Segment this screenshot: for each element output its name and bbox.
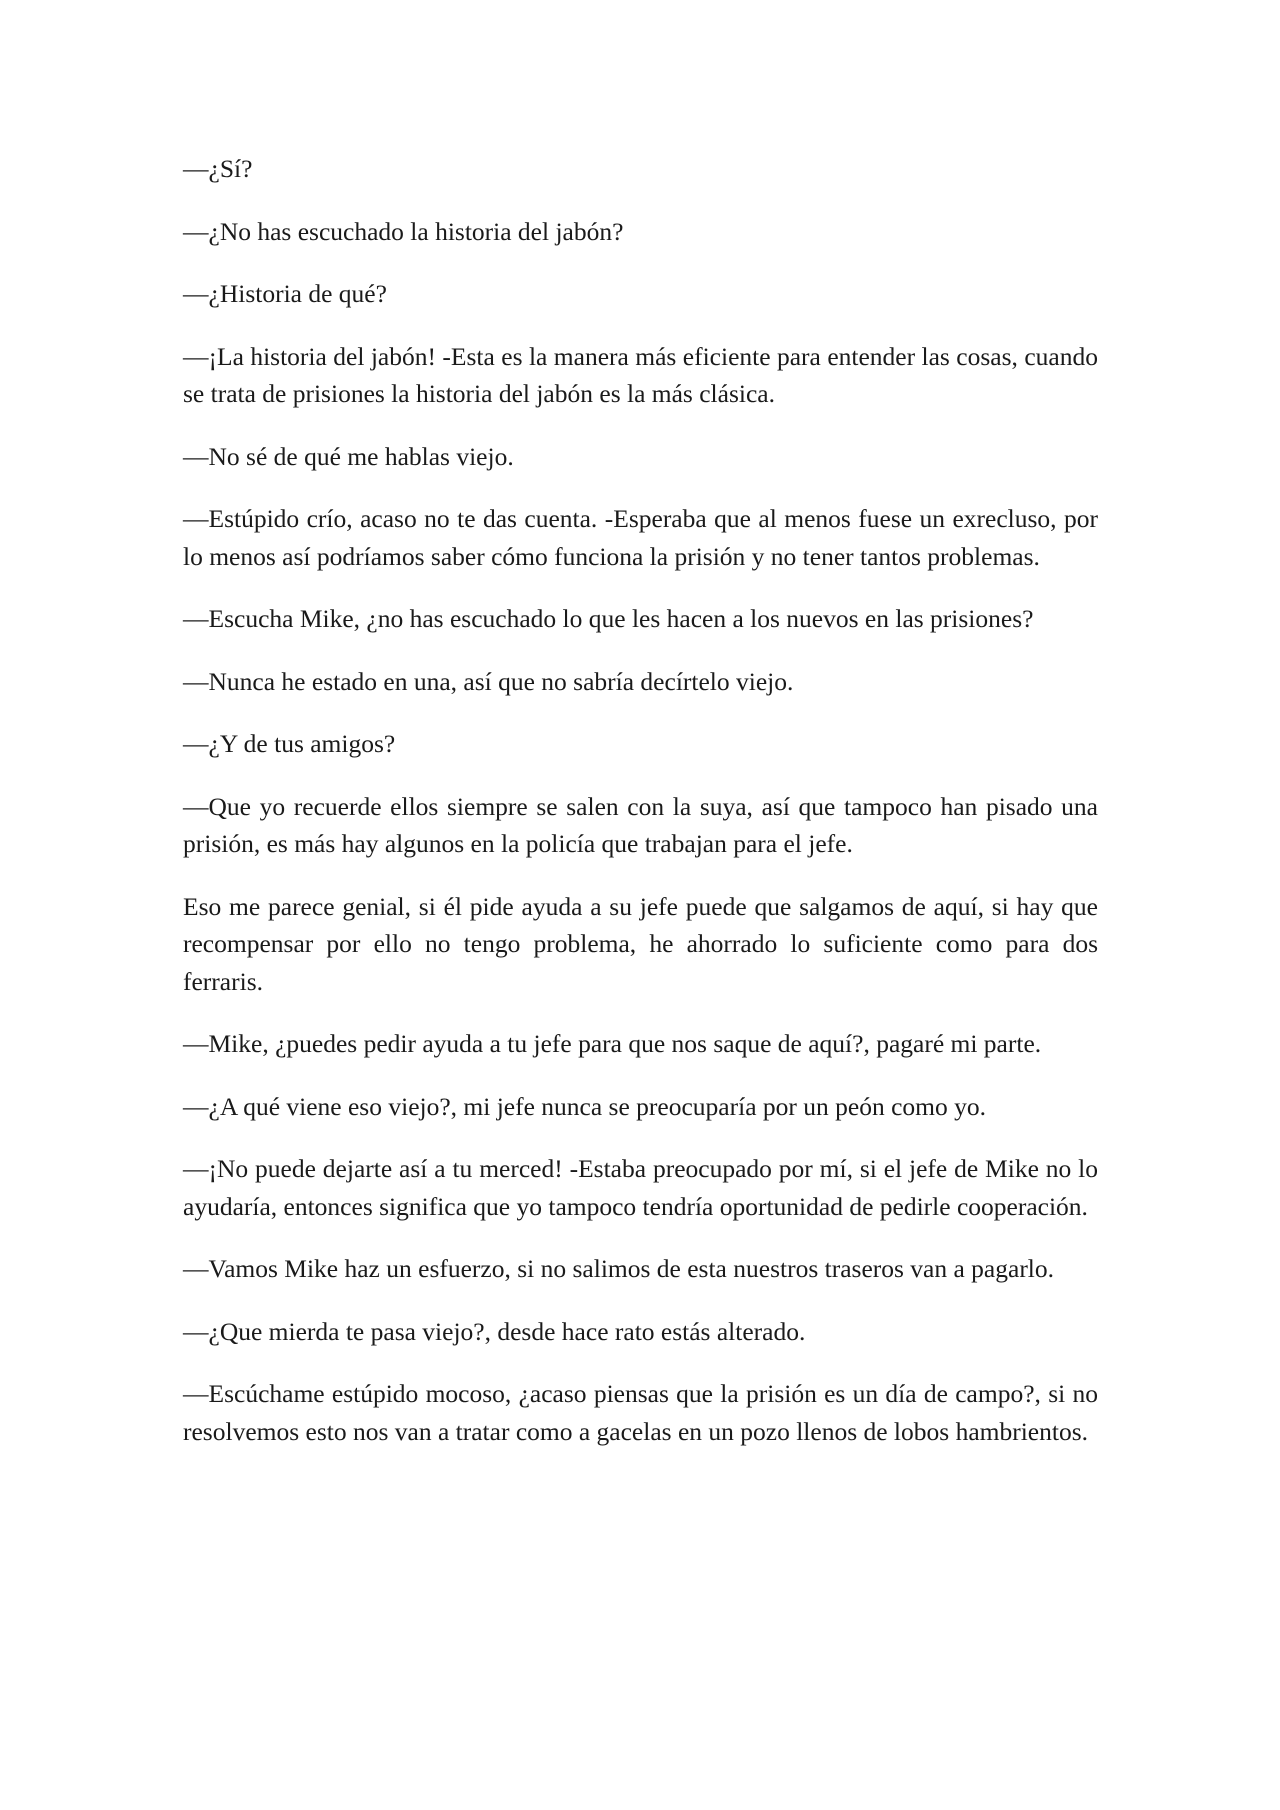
paragraph: —¡La historia del jabón! -Esta es la manera más eficiente para entender las cosas, cuando se trata de prisiones la historia del jabón es la más clásica.	[183, 341, 1098, 408]
paragraph: —¿Historia de qué?	[183, 279, 387, 308]
paragraph: —¡No puede dejarte así a tu merced! -Estaba preocupado por mí, si el jefe de Mike no lo ayudaría, entonces significa que yo tampoco tendría oportunidad de pedirle cooperación.	[183, 1154, 1098, 1221]
paragraph: —Estúpido crío, acaso no te das cuenta. -Esperaba que al menos fuese un exrecluso, por lo menos así podríamos saber cómo funciona la prisión y no tener tantos problemas.	[183, 504, 1098, 571]
paragraph: —¿No has escuchado la historia del jabón?	[183, 216, 624, 246]
paragraph: —Que yo recuerde ellos siempre se salen con la suya, así que tampoco han pisado una prisión, es más hay algunos en la policía que trabajan para el jefe.	[183, 791, 1098, 858]
paragraph: —¿Y de tus amigos?	[183, 729, 396, 758]
paragraph: —Vamos Mike haz un esfuerzo, si no salimos de esta nuestros traseros van a pagarlo.	[183, 1254, 1055, 1283]
paragraph: —¿Sí?	[183, 154, 253, 183]
paragraph: Eso me parece genial, si él pide ayuda a su jefe puede que salgamos de aquí, si hay que recompensar por ello no tengo problema, he ahorrado lo suficiente como para dos ferraris.	[183, 891, 1098, 996]
paragraph: —Mike, ¿puedes pedir ayuda a tu jefe para que nos saque de aquí?, pagaré mi parte.	[183, 1029, 1042, 1058]
paragraph: —Nunca he estado en una, así que no sabría decírtelo viejo.	[183, 666, 794, 696]
paragraph: —Escucha Mike, ¿no has escuchado lo que les hacen a los nuevos en las prisiones?	[183, 604, 1034, 633]
paragraph: —No sé de qué me hablas viejo.	[183, 441, 514, 471]
paragraph: —Escúchame estúpido mocoso, ¿acaso piensas que la prisión es un día de campo?, si no resolvemos esto nos van a tratar como a gacelas en un pozo llenos de lobos hambrientos.	[183, 1379, 1098, 1446]
document-page	[183, 150, 1098, 1475]
paragraph: —¿A qué viene eso viejo?, mi jefe nunca se preocuparía por un peón como yo.	[183, 1091, 986, 1121]
paragraph: —¿Que mierda te pasa viejo?, desde hace rato estás alterado.	[183, 1316, 806, 1346]
